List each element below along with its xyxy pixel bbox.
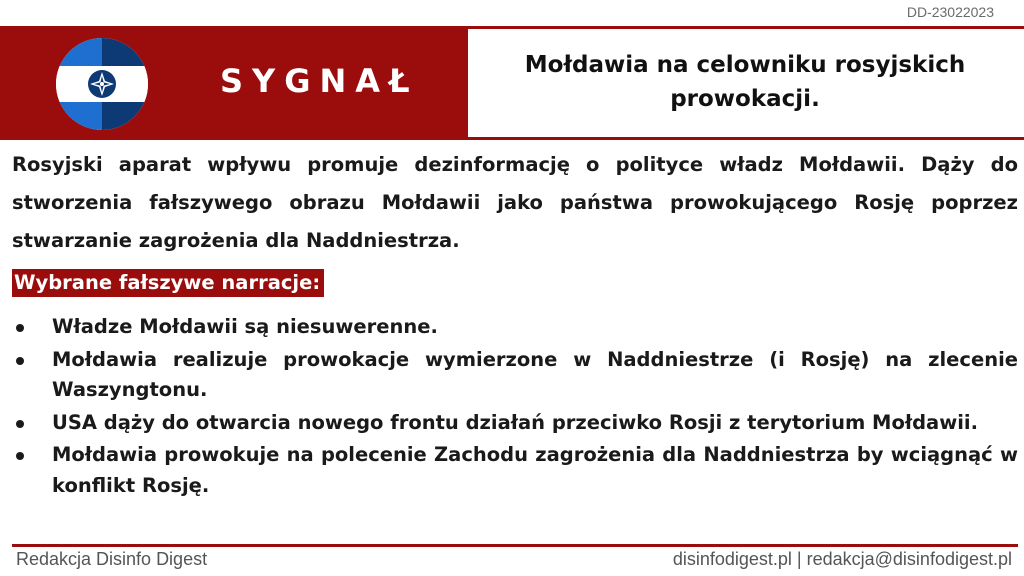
narrative-text: Władze Mołdawii są niesuwerenne. bbox=[52, 315, 438, 338]
brand-label: SYGNAŁ bbox=[220, 62, 419, 100]
header-rule-top bbox=[468, 26, 1024, 29]
section-heading: Wybrane fałszywe narracje: bbox=[12, 269, 324, 297]
bullet-icon bbox=[16, 420, 24, 428]
page-title: Mołdawia na celowniku rosyjskich prowokacji. bbox=[524, 52, 966, 112]
narratives-list bbox=[14, 312, 1018, 503]
bullet-icon bbox=[16, 452, 24, 460]
narrative-text: USA dąży do otwarcia nowego frontu działań przeciwko Rosji z terytorium Mołdawii. bbox=[52, 410, 979, 434]
lead-paragraph: Rosyjski aparat wpływu promuje dezinformację o polityce władz Mołdawii. Dąży do stworzenia fałszywego obrazu Mołdawii jako państwa prowokującego Rosję poprzez stwarzanie zagrożenia dla Naddniestrza. bbox=[12, 153, 1018, 252]
footer-contact: disinfodigest.pl | redakcja@disinfodigest.pl bbox=[672, 549, 1012, 569]
header-rule-bottom bbox=[468, 137, 1024, 140]
narrative-text: Mołdawia prowokuje na polecenie Zachodu zagrożenia dla Naddniestrza by wciągnąć w konflikt Rosję. bbox=[52, 443, 1018, 497]
nato-compass-icon bbox=[56, 38, 148, 130]
footer-editorial: Redakcja Disinfo Digest bbox=[16, 549, 208, 569]
list-item bbox=[14, 408, 1018, 439]
list-item bbox=[14, 440, 1018, 501]
list-item bbox=[14, 312, 1018, 343]
header-banner bbox=[0, 26, 1024, 140]
bullet-icon bbox=[16, 324, 24, 332]
document-id: DD-23022023 bbox=[906, 4, 994, 20]
brand-band bbox=[0, 26, 468, 140]
narrative-text: Mołdawia realizuje prowokacje wymierzone w Naddniestrze (i Rosję) na zlecenie Waszyngtonu. bbox=[52, 347, 1018, 401]
bullet-icon bbox=[16, 357, 24, 365]
footer-divider bbox=[12, 544, 1018, 547]
list-item bbox=[14, 345, 1018, 406]
